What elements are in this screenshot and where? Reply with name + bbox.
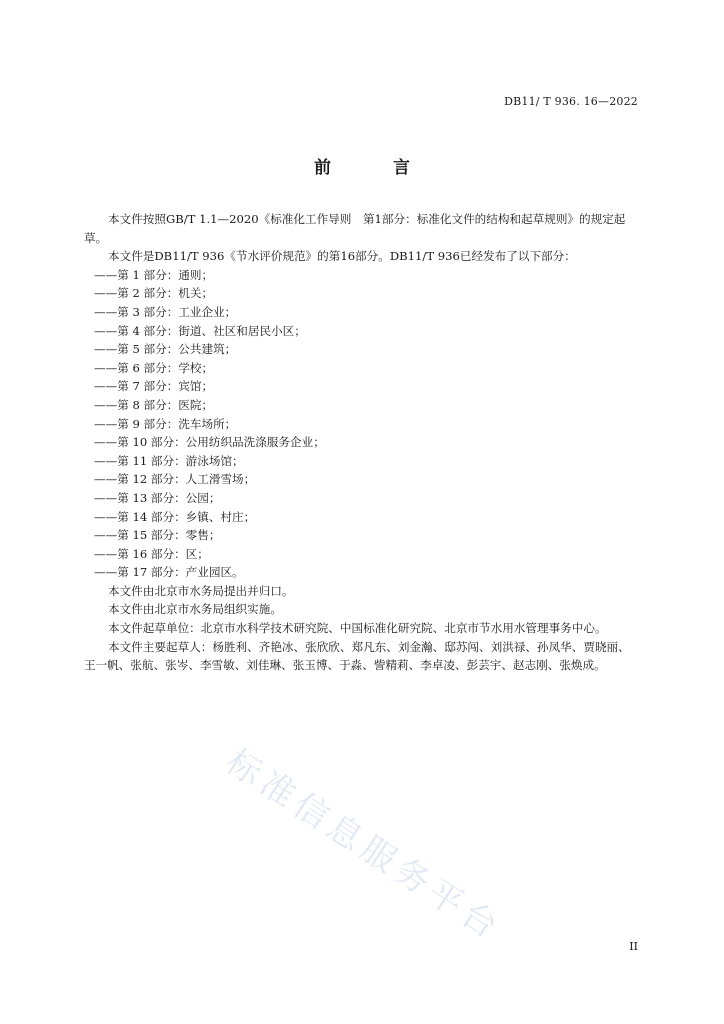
- paragraph-series-intro: 本文件是DB11/T 936《节水评价规范》的第16部分。DB11/T 936已经发布了以下部分：: [108, 249, 576, 264]
- list-item: ——第 13 部分：公园；: [94, 490, 221, 505]
- list-item: ——第 6 部分：学校；: [94, 360, 214, 375]
- list-item: ——第 15 部分：零售；: [94, 528, 221, 543]
- paragraph-drafters: 本文件主要起草人：杨胜利、齐艳冰、张欣欣、郑凡东、刘金瀚、邸苏闯、刘洪禄、孙凤华、贾晓丽、王一帆、张航、张岑、李雪敏、刘佳琳、张玉博、于淼、訾精莉、李卓凌、彭芸宇、赵志刚、张焕成。: [84, 639, 630, 673]
- watermark-text: 标准信息服务平台: [218, 741, 510, 950]
- list-item: ——第 3 部分：工业企业；: [94, 304, 237, 319]
- paragraph-drafting-units: 本文件起草单位：北京市水科学技术研究院、中国标准化研究院、北京市节水用水管理事务中心。: [108, 621, 607, 636]
- document-code: DB11/ T 936. 16—2022: [504, 95, 638, 108]
- list-item: ——第 10 部分：公用纺织品洗涤服务企业；: [94, 435, 325, 450]
- list-item: ——第 2 部分：机关；: [94, 286, 214, 301]
- list-item: ——第 5 部分：公共建筑；: [94, 342, 237, 357]
- paragraph-organized-by: 本文件由北京市水务局组织实施。: [108, 602, 282, 617]
- list-item: ——第 8 部分：医院；: [94, 397, 214, 412]
- list-item: ——第 7 部分：宾馆；: [94, 379, 214, 394]
- page-number: II: [629, 940, 638, 953]
- paragraph-drafting-basis: 本文件按照GB/T 1.1—2020《标准化工作导则 第1部分：标准化文件的结构和起草规则》的规定起草。: [84, 212, 626, 245]
- list-item: ——第 4 部分：街道、社区和居民小区；: [94, 323, 306, 338]
- list-item: ——第 12 部分：人工滑雪场；: [94, 472, 256, 487]
- list-item: ——第 9 部分：洗车场所；: [94, 416, 237, 431]
- list-item: ——第 17 部分：产业园区。: [94, 565, 244, 580]
- list-item: ——第 16 部分：区；: [94, 546, 209, 561]
- list-item: ——第 14 部分：乡镇、村庄；: [94, 509, 256, 524]
- foreword-body: [84, 210, 640, 675]
- parts-list: [84, 266, 640, 582]
- page-title: 前 言: [314, 158, 438, 178]
- list-item: ——第 11 部分：游泳场馆；: [94, 453, 244, 468]
- list-item: ——第 1 部分：通则；: [94, 267, 214, 282]
- paragraph-proposed-by: 本文件由北京市水务局提出并归口。: [108, 583, 294, 598]
